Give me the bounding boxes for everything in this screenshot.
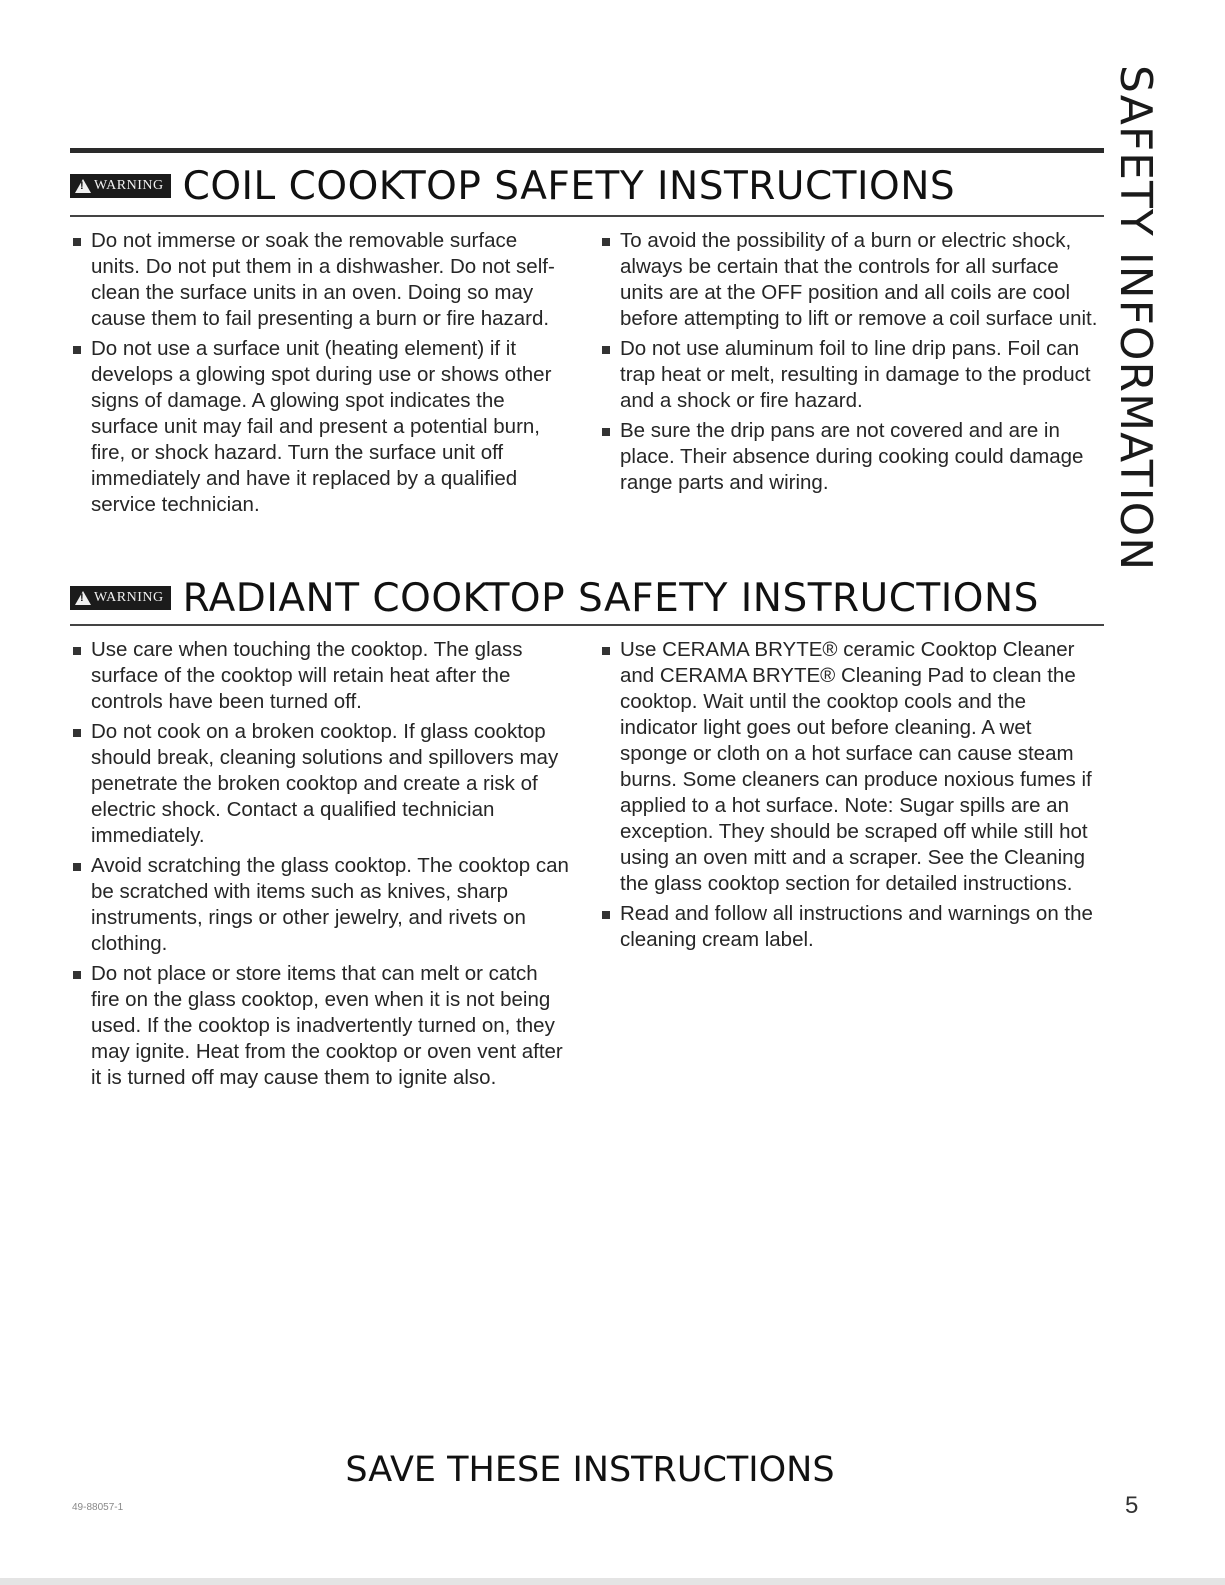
list-item: Avoid scratching the glass cooktop. The cooktop can be scratched with items such as knives, sharp instruments, rings or other jewelry, and rivets on clothing. <box>70 853 570 957</box>
list-item: Do not use aluminum foil to line drip pans. Foil can trap heat or melt, resulting in damage to the product and a shock or fire hazard. <box>599 336 1099 414</box>
list-item: Be sure the drip pans are not covered and are in place. Their absence during cooking could damage range parts and wiring. <box>599 418 1099 496</box>
page-number: 5 <box>1125 1492 1139 1519</box>
section-side-tab: SAFETY INFORMATION <box>1110 65 1161 572</box>
list-item: To avoid the possibility of a burn or electric shock, always be certain that the controls for all surface units are at the OFF position and all coils are cool before attempting to lift or remove a coil surface unit. <box>599 228 1099 332</box>
warning-badge <box>70 174 171 198</box>
save-instructions-title: SAVE THESE INSTRUCTIONS <box>345 1450 835 1490</box>
list-item: Do not use a surface unit (heating element) if it develops a glowing spot during use or shows other signs of damage. A glowing spot indicates the surface unit may fail and present a potential burn, fire, or shock hazard. Turn the surface unit off immediately and have it replaced by a qualified service technician. <box>70 336 570 518</box>
list-item: Do not place or store items that can melt or catch fire on the glass cooktop, even when it is not being used. If the cooktop is inadvertently turned on, they may ignite. Heat from the cooktop or oven vent after it is turned off may cause them to ignite also. <box>70 961 570 1091</box>
radiant-left-column <box>70 637 570 1095</box>
list-item: Use CERAMA BRYTE® ceramic Cooktop Cleaner and CERAMA BRYTE® Cleaning Pad to clean the cooktop. Wait until the cooktop cools and the indicator light goes out before cleaning. A wet sponge or cloth on a hot surface can cause steam burns. Some cleaners can produce noxious fumes if applied to a hot surface. Note: Sugar spills are an exception. They should be scraped off while still hot using an oven mitt and a scraper. See the Cleaning the glass cooktop section for detailed instructions. <box>599 637 1099 897</box>
coil-section-title: COIL COOKTOP SAFETY INSTRUCTIONS <box>182 163 956 209</box>
radiant-title-rule <box>70 624 1104 626</box>
warning-badge <box>70 586 171 610</box>
document-number: 49-88057-1 <box>72 1502 124 1513</box>
radiant-right-column <box>599 637 1099 957</box>
scan-edge <box>0 1578 1225 1585</box>
coil-section-header <box>70 160 955 212</box>
warning-badge-label: WARNING <box>94 178 164 193</box>
warning-triangle-icon <box>75 179 91 193</box>
list-item: Use care when touching the cooktop. The glass surface of the cooktop will retain heat after the controls have been turned off. <box>70 637 570 715</box>
top-rule <box>70 148 1104 153</box>
coil-title-rule <box>70 215 1104 217</box>
list-item: Do not cook on a broken cooktop. If glass cooktop should break, cleaning solutions and spillovers may penetrate the broken cooktop and create a risk of electric shock. Contact a qualified technician immediately. <box>70 719 570 849</box>
coil-left-column <box>70 228 570 522</box>
warning-triangle-icon <box>75 591 91 605</box>
warning-badge-label: WARNING <box>94 590 164 605</box>
coil-right-column <box>599 228 1099 500</box>
radiant-section-title: RADIANT COOKTOP SAFETY INSTRUCTIONS <box>182 575 1039 621</box>
list-item: Read and follow all instructions and warnings on the cleaning cream label. <box>599 901 1099 953</box>
radiant-section-header <box>70 572 1039 624</box>
list-item: Do not immerse or soak the removable surface units. Do not put them in a dishwasher. Do not self-clean the surface units in an oven. Doing so may cause them to fail presenting a burn or fire hazard. <box>70 228 570 332</box>
